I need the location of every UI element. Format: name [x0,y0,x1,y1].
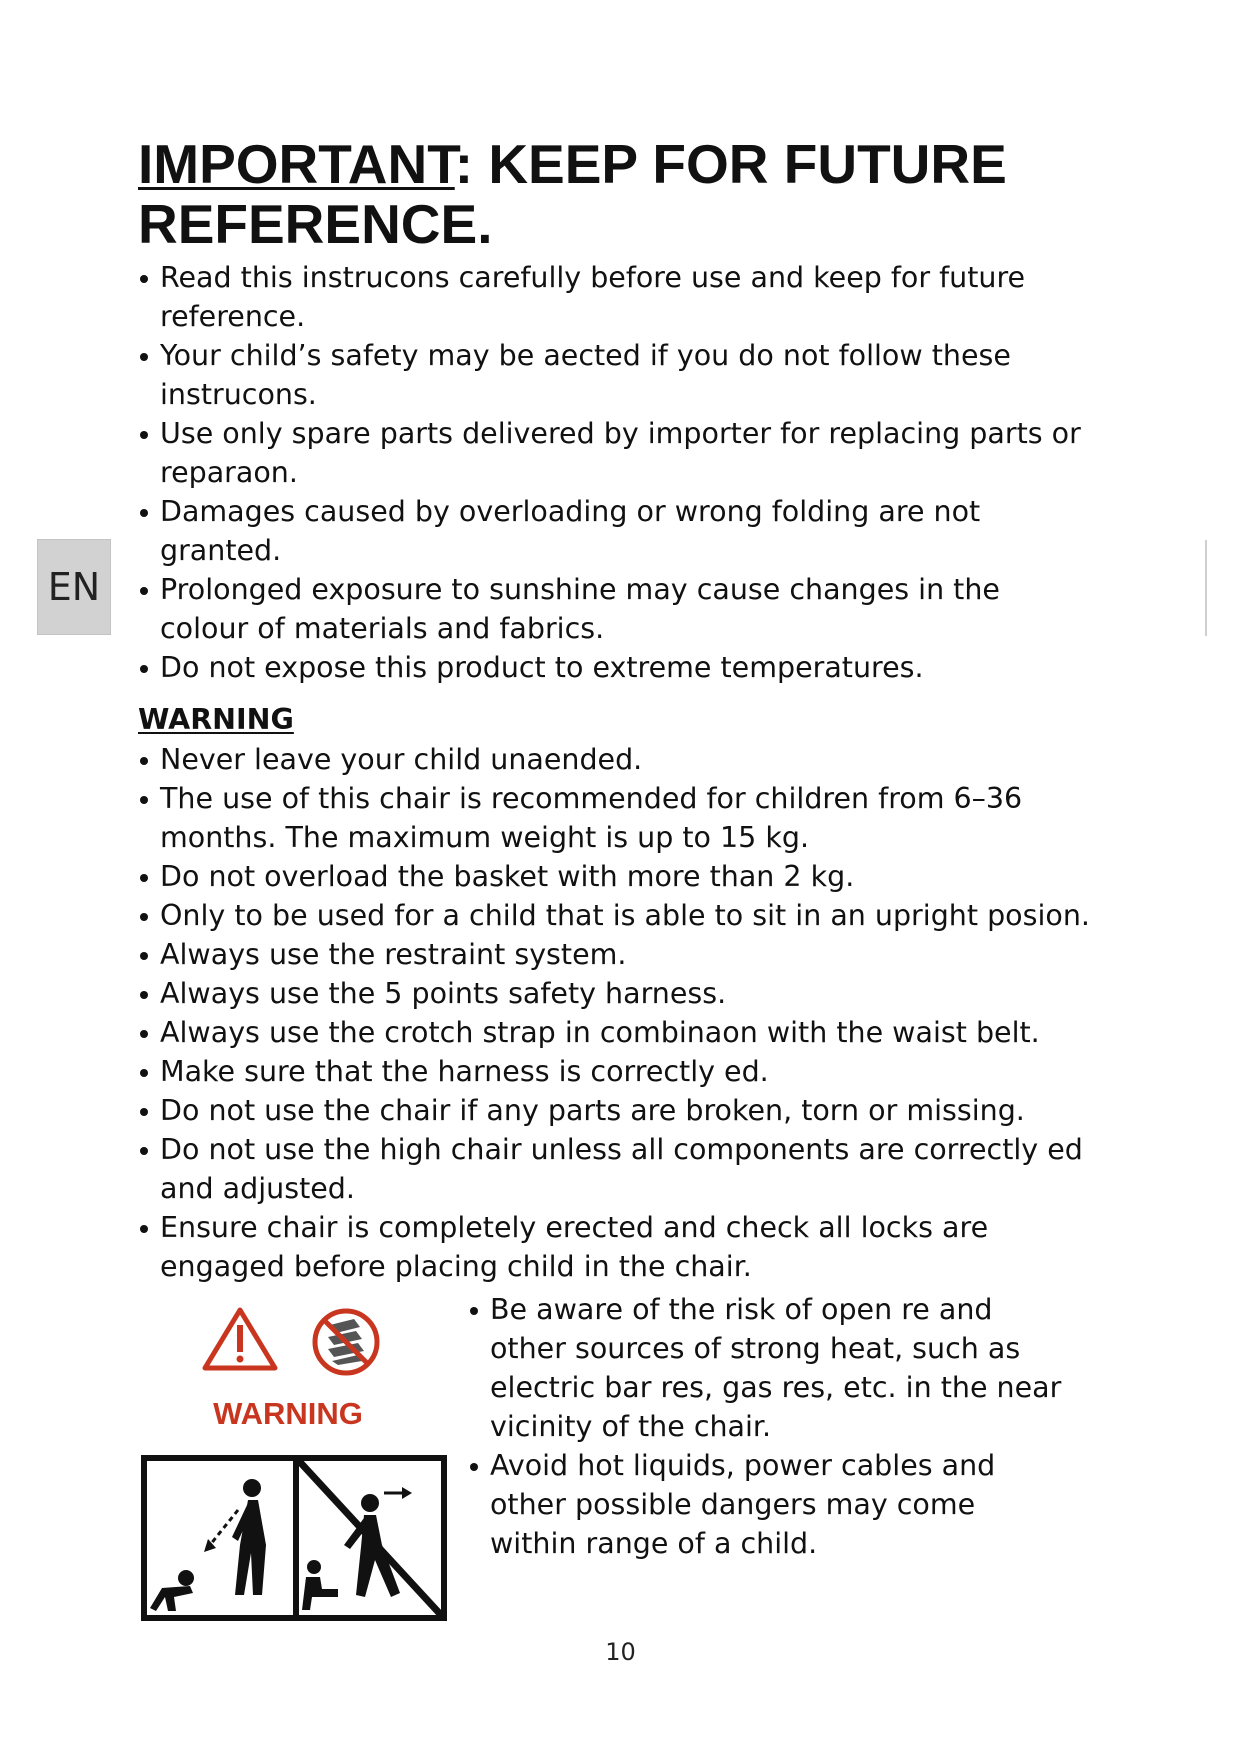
do-not-leave-child-icon [144,1458,444,1618]
title-underlined: IMPORTANT [138,133,455,195]
list-item: Do not expose this product to extreme temperatures. [138,648,1088,687]
list-item: Always use the crotch strap in combinaon with the waist belt. [138,1013,1098,1052]
list-item: Do not use the high chair unless all components are correctly ed and adjusted. [138,1130,1098,1208]
list-item: Your child’s safety may be aected if you do not follow these instrucons. [138,336,1088,414]
warning-heading: WARNING [138,703,294,736]
list-item: Always use the 5 points safety harness. [138,974,1098,1013]
list-item: Prolonged exposure to sunshine may cause changes in the colour of materials and fabrics. [138,570,1088,648]
page-title [138,134,1098,254]
page-edge-marker [1205,540,1207,636]
list-item: Read this instrucons carefully before use and keep for future reference. [138,258,1088,336]
warning-side-list [468,1290,1068,1563]
list-item: Make sure that the harness is correctly ed. [138,1052,1098,1091]
list-item: Be aware of the risk of open re and other sources of strong heat, such as electric bar res, gas res, etc. in the near vicinity of the chair. [468,1290,1068,1446]
warning-triangle-icon [205,1310,275,1368]
list-item: Only to be used for a child that is able to sit in an upright posion. [138,896,1098,935]
warning-list [138,740,1098,1286]
title-rest: : KEEP FOR FUTURE REFERENCE. [138,133,1007,255]
list-item: Do not overload the basket with more than 2 kg. [138,857,1098,896]
list-item: Always use the restraint system. [138,935,1098,974]
language-tab: EN [37,539,111,635]
warning-graphic [132,1305,462,1645]
no-stacking-icon [315,1311,377,1373]
general-notes-list [138,258,1088,687]
list-item: The use of this chair is recommended for children from 6–36 months. The maximum weight is up to 15 kg. [138,779,1098,857]
list-item: Never leave your child unaended. [138,740,1098,779]
list-item: Damages caused by overloading or wrong folding are not granted. [138,492,1088,570]
graphic-warning-label: WARNING [213,1396,363,1431]
list-item: Do not use the chair if any parts are broken, torn or missing. [138,1091,1098,1130]
list-item: Use only spare parts delivered by importer for replacing parts or reparaon. [138,414,1088,492]
page-number: 10 [605,1638,636,1666]
list-item: Ensure chair is completely erected and check all locks are engaged before placing child in the chair. [138,1208,1098,1286]
list-item: Avoid hot liquids, power cables and other possible dangers may come within range of a child. [468,1446,1068,1563]
